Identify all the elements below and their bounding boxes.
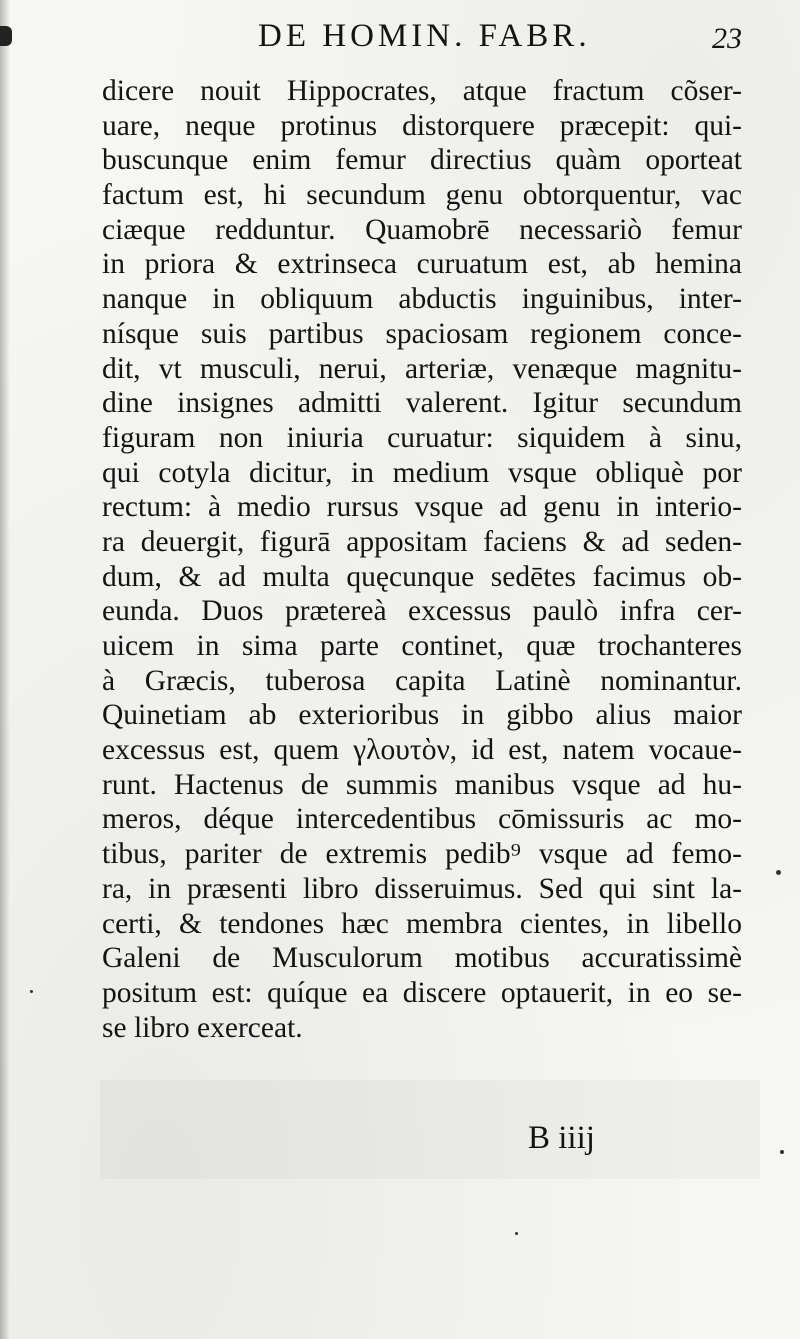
text-line: nanque in obliquum abductis inguinibus, inter- <box>102 283 742 316</box>
text-line: Quinetiam ab exterioribus in gibbo alius maior <box>102 699 742 732</box>
text-line: dum, & ad multa quęcunque sedētes facimus ob- <box>102 560 742 593</box>
text-line: uicem in sima parte continet, quæ trochanteres <box>102 630 742 662</box>
text-line: runt. Hactenus de summis manibus vsque ad hu- <box>102 768 742 801</box>
running-head: DE HOMIN. FABR. <box>258 18 591 54</box>
text-line: excessus est, quem γλουτὸν, id est, natem vocaue- <box>102 734 742 767</box>
text-line: ra deuergit, figurā appositam faciens & ad seden- <box>102 525 742 558</box>
text-line: in priora & extrinseca curuatum est, ab hemina <box>102 248 742 281</box>
text-line: certi, & tendones hæc membra cientes, in libello <box>102 907 742 940</box>
text-line: Galeni de Musculorum motibus accuratissimè <box>102 942 742 975</box>
ink-speck <box>776 870 781 875</box>
text-line: uare, neque protinus distorquere præcepit: qui- <box>102 109 742 142</box>
ink-speck <box>515 1232 518 1235</box>
text-line: rectum: à medio rursus vsque ad genu in interio- <box>102 491 742 524</box>
text-line: positum est: quíque ea discere optauerit, in eo se- <box>102 976 742 1009</box>
text-line: eunda. Duos prætereà excessus paulò infra cer- <box>102 595 742 628</box>
text-line: ciæque redduntur. Quamobrē necessariò femur <box>102 213 742 246</box>
text-line: se libro exerceat. <box>102 1011 303 1044</box>
text-line: dit, vt musculi, nerui, arteriæ, venæque magnitu- <box>102 352 742 385</box>
text-line: ra, in præsenti libro disseruimus. Sed qui sint la- <box>102 872 742 905</box>
text-line: dicere nouit Hippocrates, atque fractum cõser- <box>102 75 742 107</box>
ink-speck <box>780 1150 784 1154</box>
text-line: dine insignes admitti valerent. Igitur secundum <box>102 387 742 420</box>
body-text <box>102 74 742 1045</box>
text-line: figuram non iniuria curuatur: siquidem à sinu, <box>102 421 742 454</box>
text-line: buscunque enim femur directius quàm oporteat <box>102 144 742 177</box>
show-through-shadow <box>100 1080 760 1179</box>
ink-speck <box>30 990 33 993</box>
text-line: nísque suis partibus spaciosam regionem conce- <box>102 317 742 350</box>
text-line: factum est, hi secundum genu obtorquentur, vac <box>102 179 742 212</box>
page-number: 23 <box>712 22 742 55</box>
text-line: qui cotyla dicitur, in medium vsque obliquè por <box>102 456 742 489</box>
text-line: meros, déque intercedentibus cōmissuris ac mo- <box>102 803 742 836</box>
page-header <box>0 18 800 66</box>
text-line: à Græcis, tuberosa capita Latinè nominantur. <box>102 664 742 697</box>
page-gutter-shadow <box>0 0 10 1339</box>
signature-mark: B iiij <box>528 1120 595 1156</box>
text-line: tibus, pariter de extremis pedib⁹ vsque ad femo- <box>102 838 742 871</box>
